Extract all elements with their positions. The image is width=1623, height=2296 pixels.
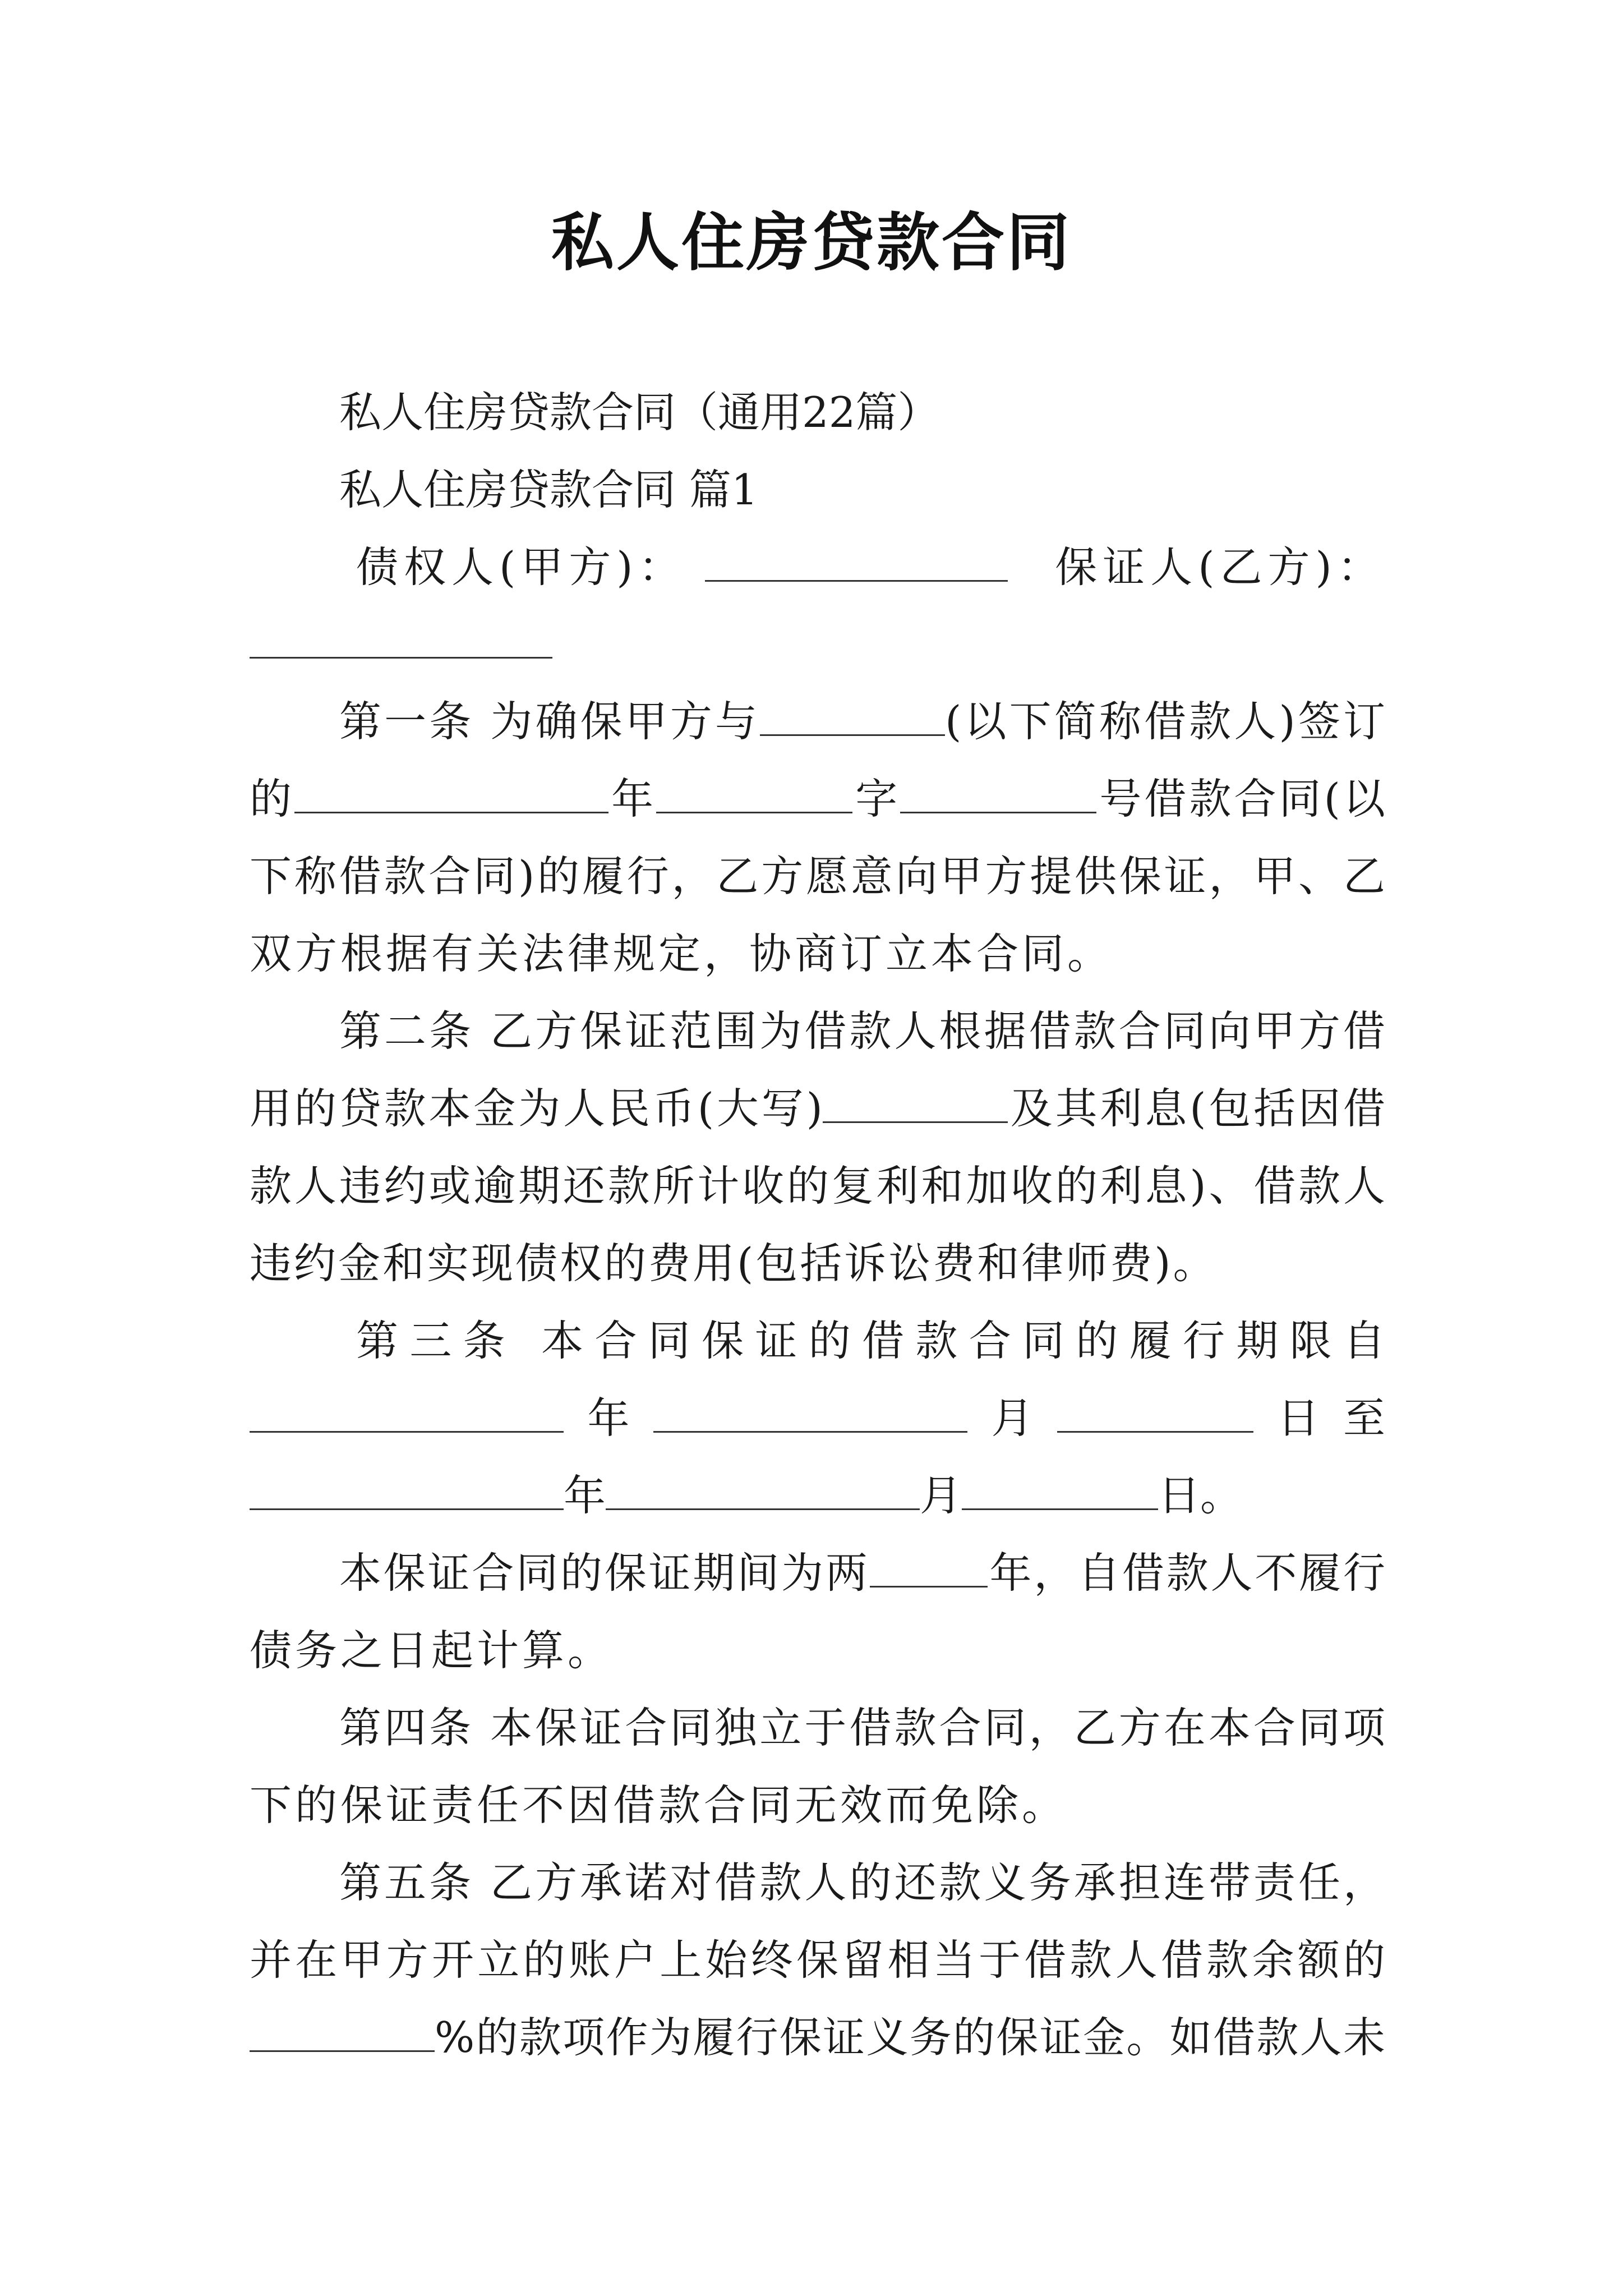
start-day-blank[interactable] [1057, 1392, 1253, 1433]
article-1-line-1: 第一条 为确保甲方与 (以下简称借款人)签订 [250, 694, 1385, 748]
party-a-label: 债权人(甲方)： [356, 542, 686, 592]
article-2-line-4: 违约金和实现债权的费用(包括诉讼费和律师费)。 [250, 1239, 1218, 1288]
article-1-line-2: 的 年 字 号借款合同(以 [250, 772, 1385, 826]
end-year-blank[interactable] [250, 1469, 564, 1510]
article-5-line-1: 第五条 乙方承诺对借款人的还款义务承担连带责任， [339, 1858, 1385, 1907]
party-a-blank[interactable] [705, 541, 1008, 582]
document-title: 私人住房贷款合同 [551, 206, 1072, 279]
article-2-line-1: 第二条 乙方保证范围为借款人根据借款合同向甲方借 [339, 1006, 1385, 1056]
guarantee-period-line-1: 本保证合同的保证期间为两 年，自借款人不履行 [250, 1546, 1385, 1600]
article-4-line-1: 第四条 本保证合同独立于借款合同，乙方在本合同项 [339, 1703, 1385, 1752]
party-b-line [250, 617, 1385, 671]
period-years-blank[interactable] [870, 1547, 988, 1588]
party-b-label: 保证人(乙方)： [1055, 542, 1385, 592]
article-3-line-2: 年 月 日至 [250, 1391, 1385, 1445]
party-b-blank[interactable] [250, 618, 552, 659]
end-day-blank[interactable] [962, 1469, 1158, 1510]
article-3-line-3: 年 月 日。 [250, 1469, 1385, 1522]
percent-blank[interactable] [250, 2011, 435, 2052]
article-1-line-3: 下称借款合同)的履行，乙方愿意向甲方提供保证，甲、乙 [250, 852, 1385, 901]
article-2-line-3: 款人违约或逾期还款所计收的复利和加收的利息)、借款人 [250, 1161, 1385, 1211]
article-2-line-2: 用的贷款本金为人民币(大写) 及其利息(包括因借 [250, 1082, 1385, 1135]
article-1-line-4: 双方根据有关法律规定，协商订立本合同。 [250, 929, 1113, 978]
contract-blank-1[interactable] [294, 772, 608, 813]
contract-blank-2[interactable] [656, 772, 852, 813]
article-4-line-2: 下的保证责任不因借款合同无效而免除。 [250, 1780, 1068, 1830]
article-3-line-1: 第三条 本合同保证的借款合同的履行期限自 [356, 1316, 1385, 1365]
end-month-blank[interactable] [606, 1469, 920, 1510]
parties-line [250, 540, 1385, 594]
principal-blank[interactable] [823, 1082, 1008, 1123]
article-5-line-3: %的款项作为履行保证义务的保证金。如借款人未 [250, 2010, 1385, 2064]
document-subtitle: 私人住房贷款合同（通用22篇） [339, 388, 940, 437]
borrower-blank[interactable] [760, 695, 945, 736]
guarantee-period-line-2: 债务之日起计算。 [250, 1626, 614, 1675]
start-year-blank[interactable] [250, 1392, 564, 1433]
contract-blank-3[interactable] [900, 772, 1096, 813]
start-month-blank[interactable] [653, 1392, 967, 1433]
article-5-line-2: 并在甲方开立的账户上始终保留相当于借款人借款余额的 [250, 1935, 1385, 1985]
part-heading: 私人住房贷款合同 篇1 [339, 465, 758, 514]
